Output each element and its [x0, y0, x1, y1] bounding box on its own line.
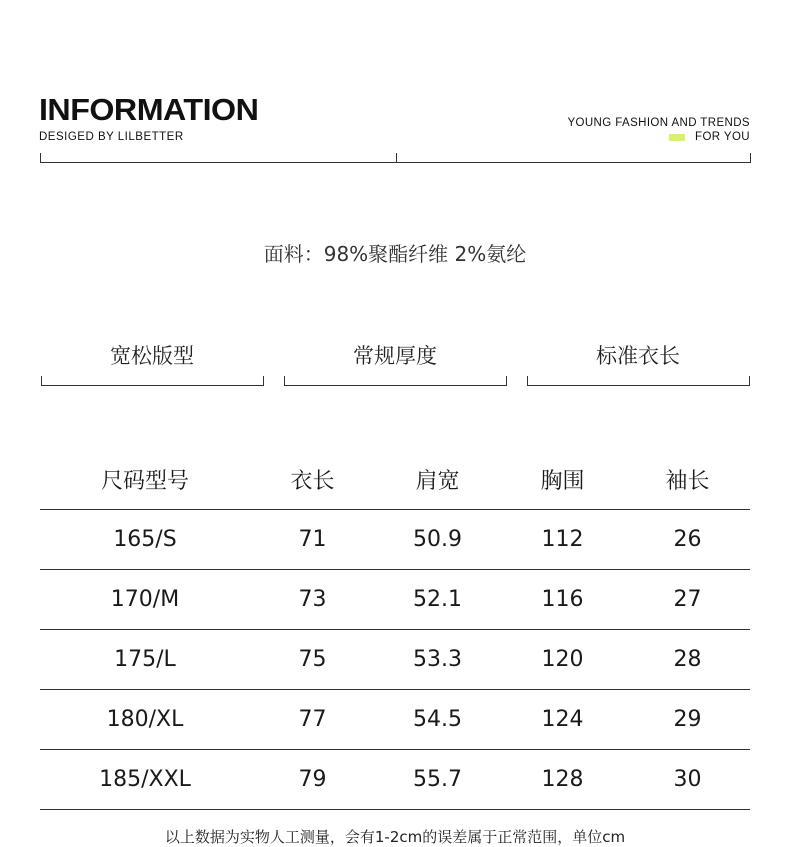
- sleeve-cell: 28: [673, 647, 702, 672]
- header-cell: 肩宽: [415, 469, 460, 494]
- chest-cell: 112: [541, 527, 584, 552]
- feature-bracket-fit: [41, 376, 264, 386]
- tagline-2: FOR YOU: [695, 131, 750, 143]
- header-title: INFORMATION: [39, 92, 259, 127]
- chest-cell: 124: [541, 707, 584, 732]
- length-cell: 71: [298, 527, 327, 552]
- header-cell: 胸围: [540, 469, 585, 494]
- sleeve-cell: 27: [673, 587, 702, 612]
- length-cell: 79: [298, 767, 327, 792]
- shoulder-cell: 54.5: [413, 707, 462, 732]
- chest-cell: 116: [541, 587, 584, 612]
- header-cell: 尺码型号: [100, 469, 189, 494]
- measurement-note: 以上数据为实物人工测量，会有1-2cm的误差属于正常范围，单位cm: [164, 828, 626, 846]
- header-divider-tick: [396, 153, 397, 162]
- shoulder-cell: 53.3: [413, 647, 462, 672]
- table-row: [40, 750, 750, 810]
- tagline-1: YOUNG FASHION AND TRENDS: [567, 117, 750, 129]
- fabric-composition: 面料：98%聚酯纤维 2%氨纶: [263, 242, 527, 266]
- size-table: [40, 450, 750, 810]
- length-cell: 77: [298, 707, 327, 732]
- size-cell: 170/M: [110, 587, 180, 612]
- header-subtitle: DESIGED BY LILBETTER: [39, 131, 184, 143]
- size-table-header: [40, 450, 750, 510]
- table-row: [40, 690, 750, 750]
- header-cell: 袖长: [665, 469, 710, 494]
- sleeve-cell: 30: [673, 767, 702, 792]
- shoulder-cell: 52.1: [413, 587, 462, 612]
- shoulder-cell: 55.7: [413, 767, 462, 792]
- feature-length: 标准衣长: [596, 344, 680, 368]
- tagline-2-row: [669, 131, 750, 143]
- shoulder-cell: 50.9: [413, 527, 462, 552]
- chest-cell: 128: [541, 767, 584, 792]
- sleeve-cell: 29: [673, 707, 702, 732]
- table-row: [40, 510, 750, 570]
- size-cell: 180/XL: [106, 707, 184, 732]
- feature-thickness: 常规厚度: [353, 344, 437, 368]
- table-row: [40, 570, 750, 630]
- feature-bracket-length: [527, 376, 750, 386]
- chest-cell: 120: [541, 647, 584, 672]
- length-cell: 75: [298, 647, 327, 672]
- feature-fit: 宽松版型: [110, 344, 194, 368]
- feature-bracket-thickness: [284, 376, 507, 386]
- header-cell: 衣长: [290, 469, 335, 494]
- length-cell: 73: [298, 587, 327, 612]
- sleeve-cell: 26: [673, 527, 702, 552]
- size-cell: 185/XXL: [99, 767, 191, 792]
- table-row: [40, 630, 750, 690]
- accent-bar: [669, 134, 685, 141]
- size-cell: 165/S: [113, 527, 177, 552]
- size-cell: 175/L: [114, 647, 176, 672]
